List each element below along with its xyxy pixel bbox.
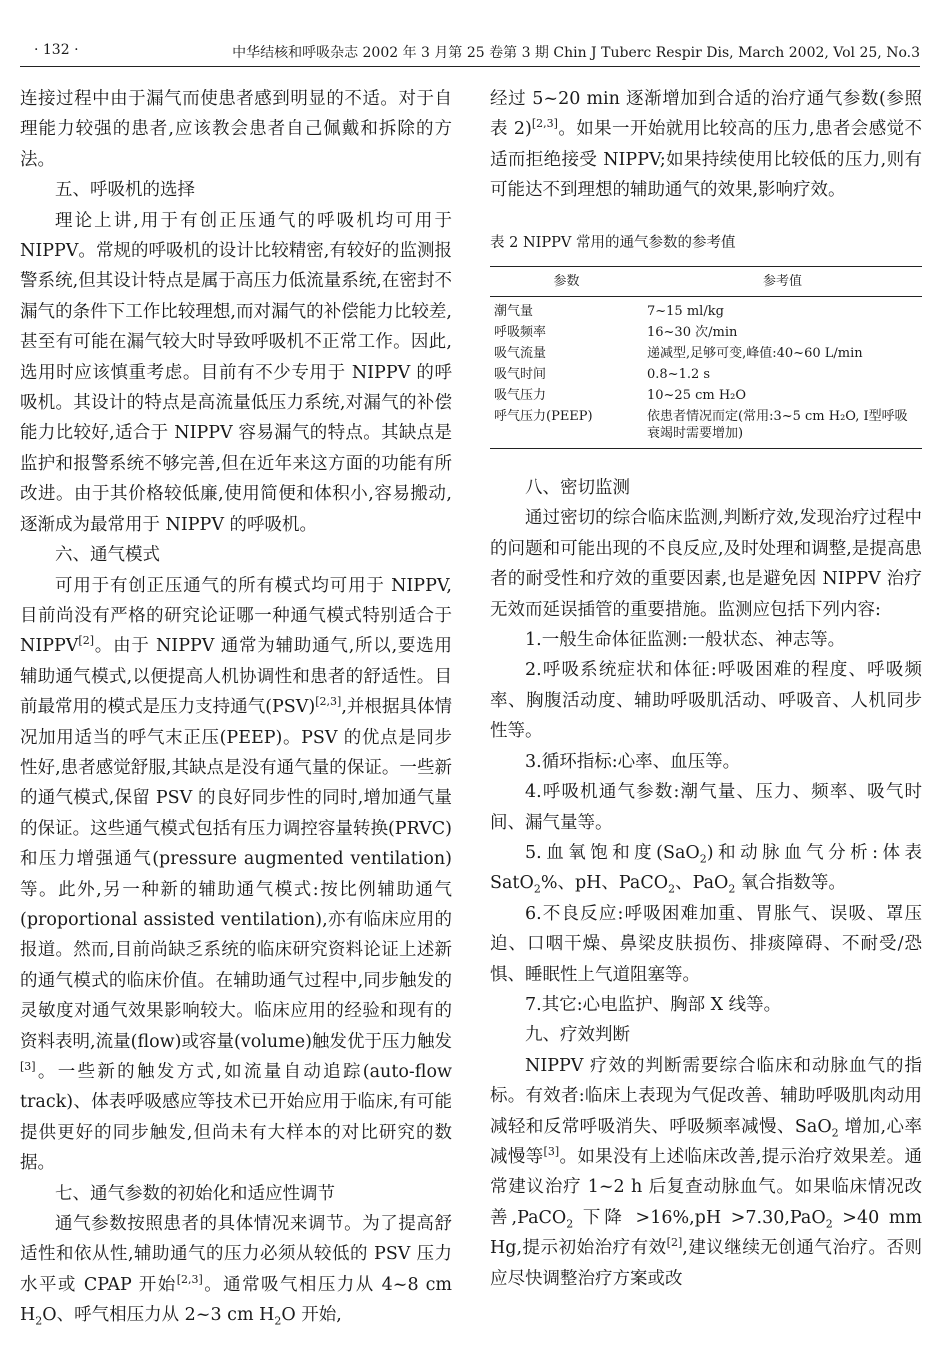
table-row: 呼气压力(PEEP) 依患者情况而定(常用:3~5 cm H₂O, Ⅰ型呼吸衰竭时需要增加): [490, 406, 922, 449]
page-number: · 132 ·: [34, 42, 79, 58]
table-row: 吸气压力 10~25 cm H₂O: [494, 388, 747, 404]
table-row: 潮气量 7~15 ml/kg: [494, 304, 724, 320]
table-caption: 表 2 NIPPV 常用的通气参数的参考值: [490, 234, 736, 251]
table-header: 参数: [490, 267, 643, 297]
paragraph: NIPPV 疗效的判断需要综合临床和动脉血气的指标。有效者:临床上表现为气促改善、辅助呼吸肌肉动用减轻和反常呼吸消失、呼吸频率减慢、SaO$_2$ 增加,心率减慢等[3]。如果没有上述临床改善,提示治疗效果差。通常建议治疗 1~2 h 后复查动脉血气。如果临床情况改善,PaCO$_2$ 下降 >16%,pH >7.30,PaO$_2$ >40 mm Hg,提示初始治疗有效[2],建议继续无创通气治疗。否则应尽快调整治疗方案或改: [490, 1055, 923, 1289]
left-column: [20, 84, 452, 1331]
citation: [2,3]: [315, 695, 342, 709]
citation: [3]: [20, 1060, 36, 1074]
list-item: 6.不良反应:呼吸困难加重、胃胀气、误吸、罩压迫、口咽干燥、鼻梁皮肤损伤、排痰障碍、不耐受/恐惧、睡眠性上气道阻塞等。: [490, 903, 922, 985]
paragraph: 通气参数按照患者的具体情况来调节。为了提高舒适性和依从性,辅助通气的压力必须从较低的 PSV 压力水平或 CPAP 开始[2,3]。通常吸气相压力从 4~8 cm $H_2O$、呼气相压力从 2~3 cm $H_2O$ 开始,: [20, 1214, 452, 1328]
citation: [3]: [543, 1145, 560, 1159]
paragraph: 连接过程中由于漏气而使患者感到明显的不适。对于自理能力较强的患者,应该教会患者自己佩戴和拆除的方法。: [20, 89, 452, 170]
right-column: [490, 84, 922, 1294]
list-item: 7.其它:心电监护、胸部 X 线等。: [525, 994, 782, 1015]
parameter-table: [490, 266, 922, 449]
citation: [2]: [666, 1236, 683, 1250]
paragraph: 可用于有创正压通气的所有模式均可用于 NIPPV,目前尚没有严格的研究论证哪一种通气模式特别适合于 NIPPV[2]。由于 NIPPV 通常为辅助通气,所以,要选用辅助通气模式,以便提高人机协调性和患者的舒适性。目前最常用的模式是压力支持通气(PSV)[2,3],并根据具体情况加用适当的呼气末正压(PEEP)。PSV 的优点是同步性好,患者感觉舒服,其缺点是没有通气量的保证。一些新的通气模式,保留 PSV 的良好同步性的同时,增加通气量的保证。这些通气模式包括有压力调控容量转换(PRVC)和压力增强通气(pressure augmented ventilation)等。此外,另一种新的辅助通气模式:按比例辅助通气(proportional assisted ventilation),亦有临床应用的报道。然而,目前尚缺乏系统的临床研究资料论证上述新的通气模式的临床价值。在辅助通气过程中,同步触发的灵敏度对通气效果影响较大。临床应用的经验和现有的资料表明,流量(flow)或容量(volume)触发优于压力触发[3]。一些新的触发方式,如流量自动追踪(auto-flow track)、体表呼吸感应等技术已开始应用于临床,有可能提供更好的同步触发,但尚未有大样本的对比研究的数据。: [20, 575, 452, 1174]
paragraph: 经过 5~20 min 逐渐增加到合适的治疗通气参数(参照表 2)[2,3]。如果一开始就用比较高的压力,患者会感觉不适而拒绝接受 NIPPV;如果持续使用比较低的压力,则有可能达不到理想的辅助通气的效果,影响疗效。: [490, 89, 923, 201]
list-item: 4.呼吸机通气参数:潮气量、压力、频率、吸气时间、漏气量等。: [490, 782, 922, 833]
citation: [2,3]: [531, 117, 558, 131]
table-row: 吸气时间 0.8~1.2 s: [494, 367, 711, 383]
list-item: 5.血氧饱和度(SaO$_2$)和动脉血气分析:体表 SatO$_2$%、pH、PaCO$_2$、PaO$_2$ 氧合指数等。: [490, 842, 922, 896]
list-item: 1.一般生命体征监测:一般状态、神志等。: [525, 630, 846, 651]
paragraph: 通过密切的综合临床监测,判断疗效,发现治疗过程中的问题和可能出现的不良反应,及时处理和调整,是提高患者的耐受性和疗效的重要因素,也是避免因 NIPPV 治疗无效而延误插管的重要措施。监测应包括下列内容:: [490, 508, 922, 620]
citation: [2,3]: [176, 1273, 203, 1287]
section-heading: 八、密切监测: [525, 478, 630, 499]
section-heading: 九、疗效判断: [525, 1025, 630, 1046]
section-heading: 六、通气模式: [55, 545, 160, 566]
table-row: 吸气流量 递减型,足够可变,峰值:40~60 L/min: [494, 346, 863, 362]
citation: [2]: [78, 634, 95, 648]
section-heading: 五、呼吸机的选择: [55, 180, 195, 201]
list-item: 3.循环指标:心率、血压等。: [525, 751, 741, 772]
section-heading: 七、通气参数的初始化和适应性调节: [55, 1183, 335, 1204]
paragraph: 理论上讲,用于有创正压通气的呼吸机均可用于 NIPPV。常规的呼吸机的设计比较精密,有较好的监测报警系统,但其设计特点是属于高压力低流量系统,在密封不漏气的条件下工作比较理想,而对漏气的补偿能力比较差,甚至有可能在漏气较大时导致呼吸机不正常工作。因此,选用时应该慎重考虑。目前有不少专用于 NIPPV 的呼吸机。其设计的特点是高流量低压力系统,对漏气的补偿能力比较好,适合于 NIPPV 容易漏气的特点。其缺点是监护和报警系统不够完善,但在近年来这方面的功能有所改进。由于其价格较低廉,使用简便和体积小,容易搬动,逐渐成为最常用于 NIPPV 的呼吸机。: [20, 210, 452, 535]
table-header: 参考值: [643, 267, 922, 297]
table-row: 呼吸频率 16~30 次/min: [494, 325, 738, 341]
journal-citation: 中华结核和呼吸杂志 2002 年 3 月第 25 卷第 3 期 Chin J Tuberc Respir Dis, March 2002, Vol 25, No.3: [232, 45, 920, 61]
list-item: 2.呼吸系统症状和体征:呼吸困难的程度、呼吸频率、胸腹活动度、辅助呼吸肌活动、呼吸音、人机同步性等。: [490, 660, 922, 742]
running-header: [20, 40, 920, 67]
